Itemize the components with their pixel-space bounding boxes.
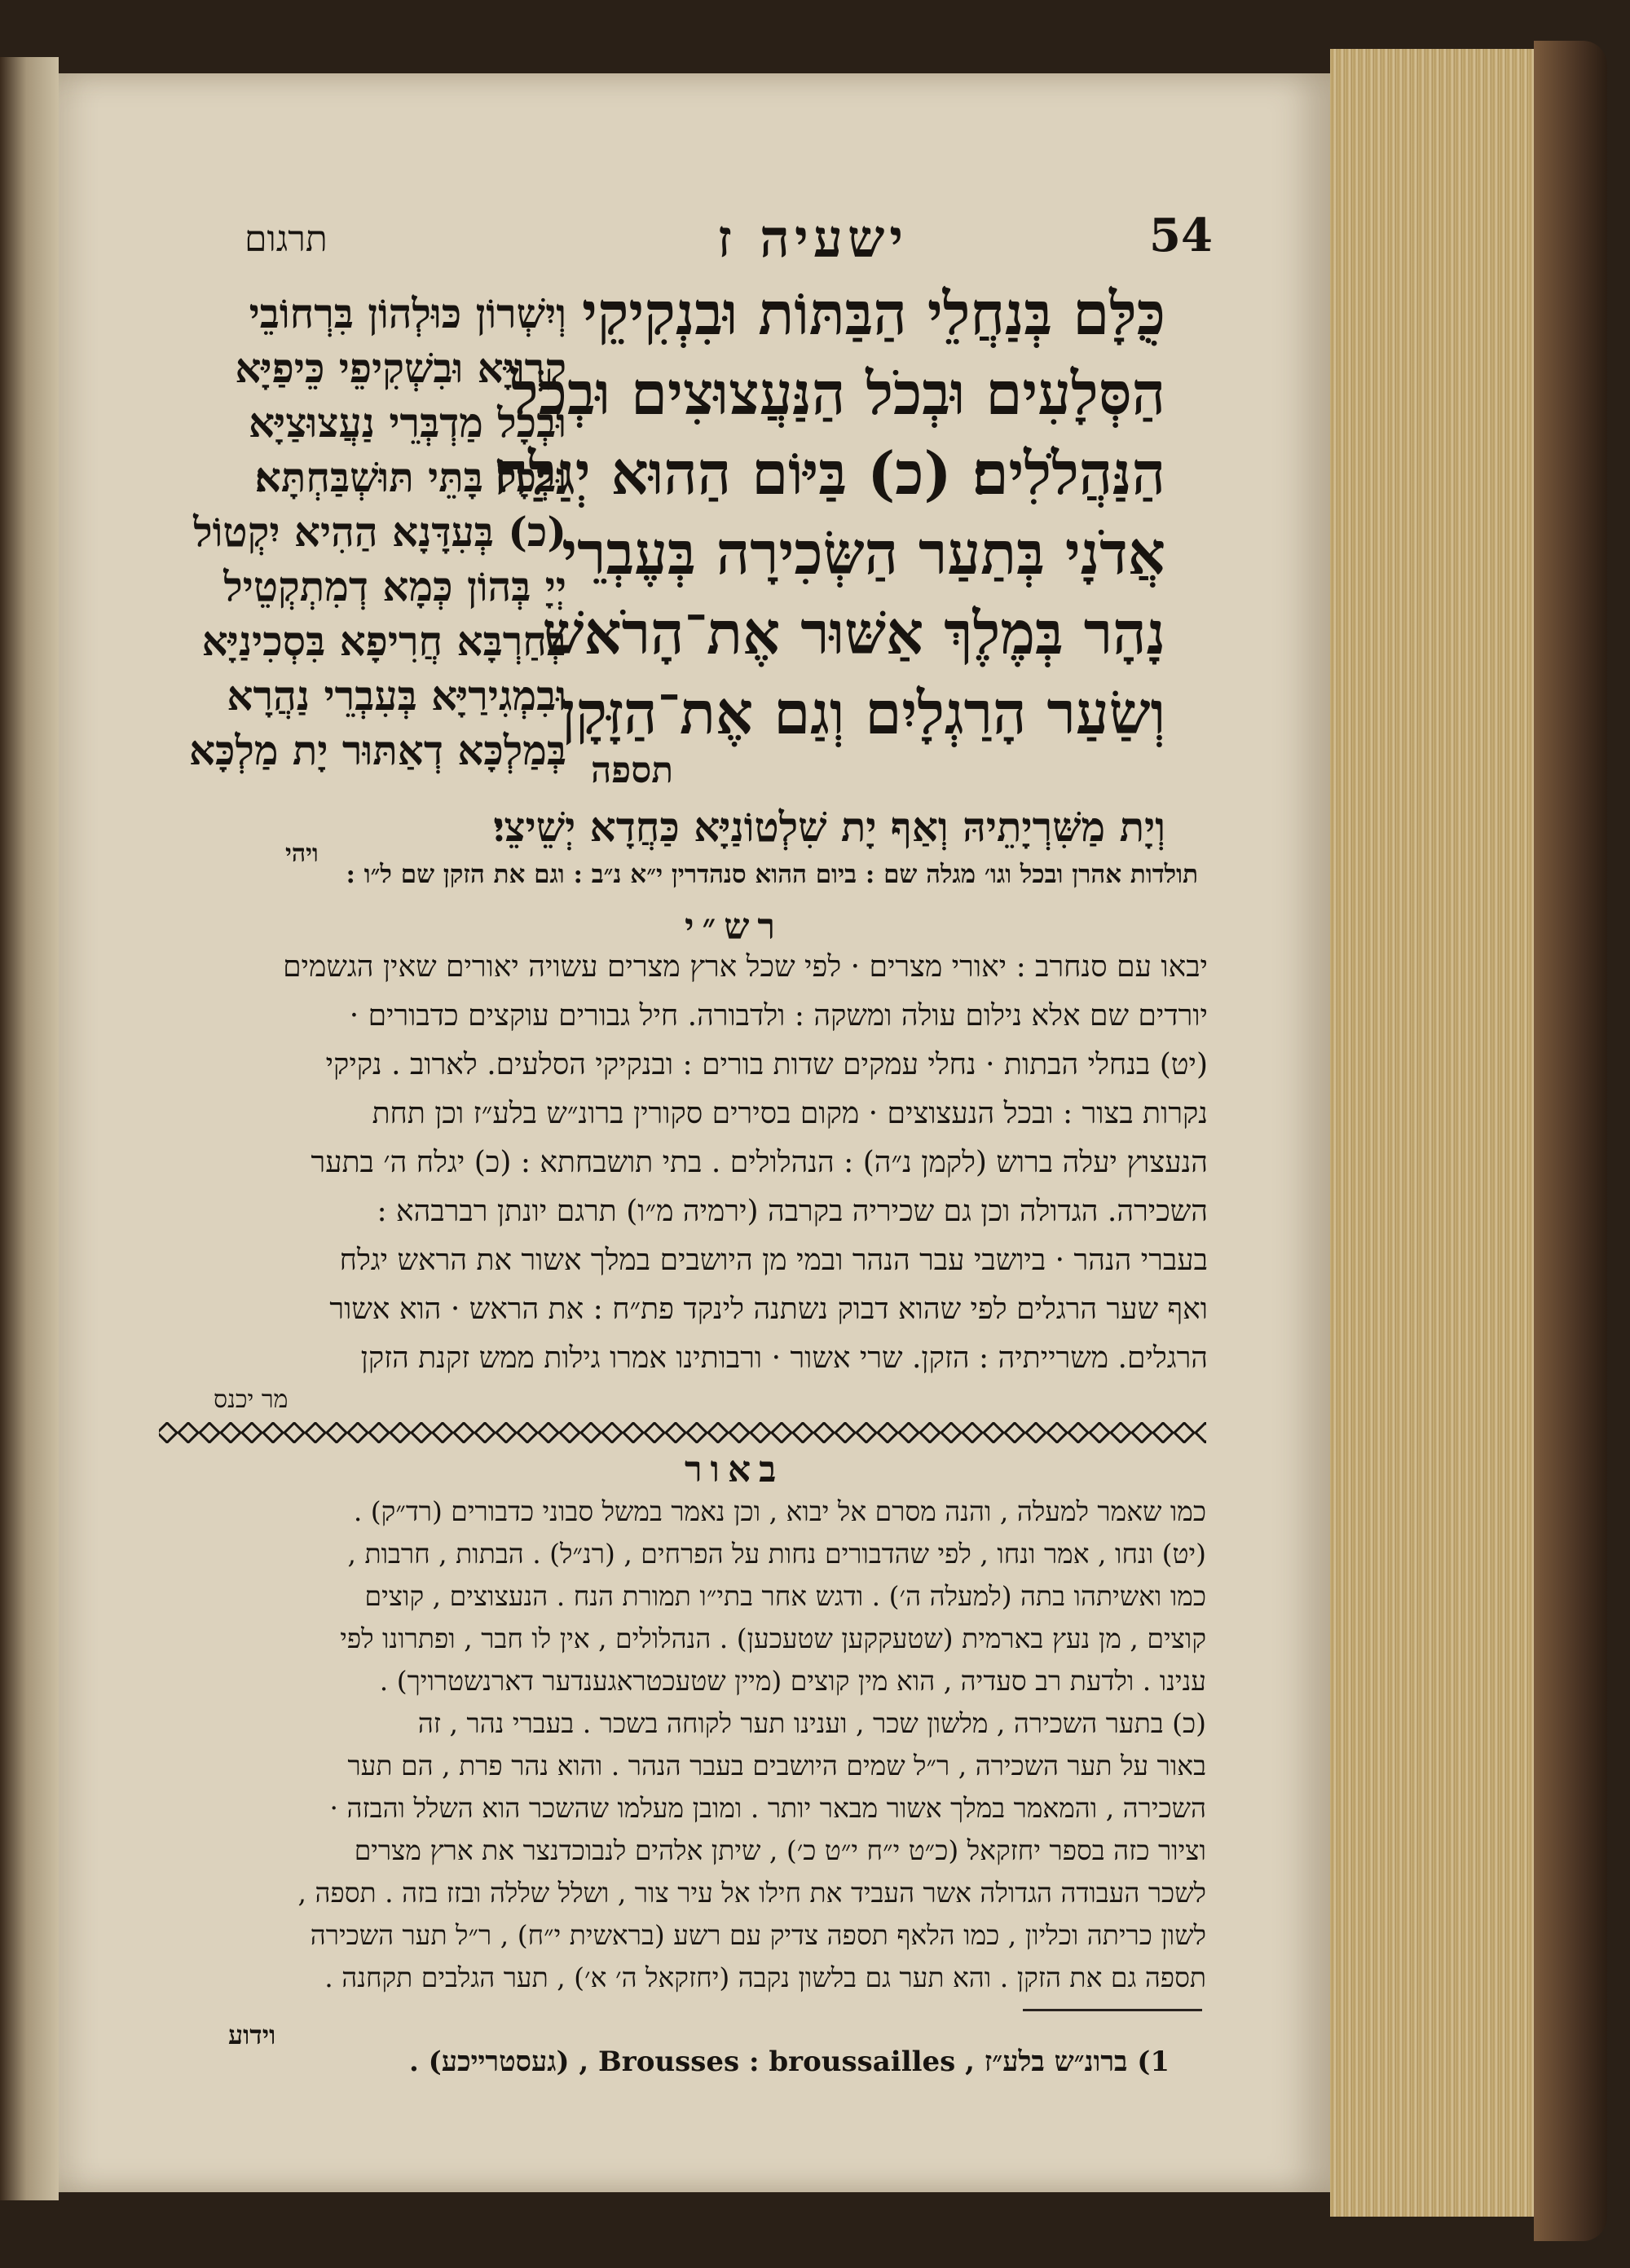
book-binding <box>1534 41 1607 2241</box>
targum-line: וּבְכָל מַדְבְּרֵי נַעֲצוּצַיָּא <box>249 399 566 447</box>
targum-line: קִרְוַיָּא וּבִשְׁקִיפֵי כֵּיפַיָּא <box>235 344 566 392</box>
divider-ornament <box>770 1422 793 1443</box>
main-text-line: הַסְּלָעִים וּבְכֹל הַנַּעֲצוּצִים וּבְכֹל <box>510 359 1165 428</box>
divider-ornament <box>1003 1422 1026 1443</box>
catchword: ויהי <box>285 839 319 868</box>
biur-line: באור על תער השכירה , ר״ל שמים היושבים בעבר הנהר . והוא נהר פרת , הם תער <box>347 1750 1206 1781</box>
divider-ornament <box>643 1422 666 1443</box>
rashi-title: רש״י <box>685 906 784 948</box>
divider-ornament <box>579 1422 602 1443</box>
footnote-rule <box>1023 2009 1202 2011</box>
divider-ornament <box>1173 1422 1196 1443</box>
divider-ornament <box>601 1422 623 1443</box>
divider-ornament <box>1130 1422 1153 1443</box>
header-targum-label: תרגום <box>244 218 328 260</box>
divider-ornament <box>685 1422 708 1443</box>
rashi-line: הרגלים. משרייתיה : הזקן. שרי אשור · ורבותינו אמרו גילות ממש זקנת הזקן <box>360 1341 1208 1375</box>
page-number: 54 <box>1149 209 1213 262</box>
divider-ornament <box>855 1422 878 1443</box>
divider-ornament <box>240 1422 263 1443</box>
cross-reference-line: תולדות אהרן ובכל וגו׳ מגלה שם : ביום ההוא סנהדרין י״א נ״ב : וגם את הזקן שם ל״ו : <box>346 860 1198 889</box>
divider-ornament <box>537 1422 560 1443</box>
biur-line: לשון כריתה וכליון , כמו הלאף תספה צדיק עם רשע (בראשית י״ח) , ר״ל תער השכירה <box>310 1919 1206 1951</box>
main-text-line: נָהָר בְּמֶלֶךְ אַשּׁוּר אֶת־הָרֹאשׁ <box>542 598 1165 667</box>
targum-line: וּבִמְגִירַיָּא בְּעִבְרֵי נַהֲרָא <box>227 672 566 720</box>
footnote: 1) ברונ״ש בלע״ז , Brousses : broussailles , (געסטרייכע) . <box>408 2046 1170 2078</box>
divider-ornament <box>558 1422 581 1443</box>
rashi-line: נקרות בצור : ובכל הנעצוצים · מקום בסירים סקורין ברונ״ש בלע״ז וכן תחת <box>372 1097 1208 1130</box>
biur-catchword: וידוע <box>228 2019 276 2050</box>
divider-ornament <box>495 1422 518 1443</box>
main-text-line: וְשַׂעַר הָרַגְלָיִם וְגַם אֶת־הַזָּקָן <box>561 678 1165 747</box>
divider-ornament <box>982 1422 1005 1443</box>
targum-line: בְּחַרְבָּא חֲרִיפָא בִּסְכִינַיָּא <box>201 617 566 665</box>
divider-ornament <box>431 1422 454 1443</box>
biur-line: (כ) בתער השכירה , מלשון שכר , וענינו תער לקוחה בשכר . בעברי נהר , זה <box>417 1707 1206 1739</box>
biur-line: וציור כזה בספר יחזקאל (כ״ט י״ח י״ט כ׳) , שיתן אלהים לנבוכדנצר את ארץ מצרים <box>354 1834 1206 1866</box>
targum-line: וּבְכָל בָּתֵּי תּוּשְׁבַּחְתָּא׃ <box>254 453 566 501</box>
rashi-line: (יט) בנחלי הבתות · נחלי עמקים שדות בורים : ובנקיקי הסלעים. לארוב . נקיקי <box>325 1048 1208 1081</box>
targum-line: (כ) בְּעִדָּנָא הַהִיא יִקְטוֹל <box>193 508 566 556</box>
biur-title: באור <box>685 1449 785 1491</box>
divider-ornament <box>1109 1422 1132 1443</box>
divider-ornament <box>876 1422 899 1443</box>
divider-ornament <box>1024 1422 1047 1443</box>
divider-ornament <box>159 1422 178 1443</box>
header-book-chapter: ישעיה ז <box>717 209 909 270</box>
rashi-line: יורדים שם אלא נילום עולה ומשקה : ולדבורה. חיל גבורים עוקצים כדבורים · <box>349 999 1208 1033</box>
biur-line: תספה גם את הזקן . והא תער גם בלשון נקבה (יחזקאל ה׳ א׳) , תער הגלבים תקחנה . <box>324 1962 1206 1993</box>
divider-ornament <box>919 1422 941 1443</box>
divider-ornament <box>791 1422 814 1443</box>
rashi-line: הנעצוץ יעלה ברוש (לקמן נ״ה) : הנהלולים . בתי תושבחתא : (כ) יגלח ה׳ בתער <box>311 1146 1208 1179</box>
facing-page-edge <box>0 57 59 2200</box>
divider-ornament <box>262 1422 284 1443</box>
divider-ornament <box>813 1422 835 1443</box>
divider-ornament <box>452 1422 475 1443</box>
biur-line: כמו שאמר למעלה , והנה מסרם אל יבוא , וכן נאמר במשל סבוני כדבורים (רד״ק) . <box>353 1495 1206 1527</box>
divider-ornament <box>283 1422 306 1443</box>
divider-ornament <box>622 1422 645 1443</box>
divider-ornament <box>834 1422 857 1443</box>
ornamental-divider <box>159 1422 1206 1443</box>
page-edges <box>1330 49 1534 2217</box>
biur-line: (יט) ונחו , אמר ונחו , לפי שהדבורים נחות על הפרחים , (רנ״ל) . הבתות , חרבות , <box>347 1538 1206 1570</box>
divider-ornament <box>961 1422 984 1443</box>
targum-line: בְּמַלְכָּא דְאַתּוּר יָת מַלְכָּא <box>188 726 566 774</box>
tosefta-label: תספה <box>591 750 674 791</box>
divider-ornament <box>346 1422 369 1443</box>
divider-ornament <box>1088 1422 1111 1443</box>
biur-line: לשכר העבודה הגדולה אשר העביד את חילו אל עיר צור , ושלל שללה ובזז בזה . תספה , <box>297 1877 1206 1909</box>
main-text-line: אֲדֹנָי בְּתַעַר הַשְּׂכִירָה בְּעֶבְרֵי <box>562 518 1165 588</box>
rashi-catchword: מר יכנס <box>214 1385 289 1414</box>
divider-ornament <box>1067 1422 1090 1443</box>
main-text-line: הַנַּהֲלֹלִים׃ (כ) בַּיּוֹם הַהוּא יְגַלַּח <box>493 438 1165 508</box>
rashi-line: בעברי הנהר · ביושבי עבר הנהר ובמי מן היושבים במלך אשור את הראש יגלח <box>339 1244 1208 1277</box>
biur-line: קוצים , מן נעץ בארמית (שטעקקען שטעכען) . הנהלולים , אין לו חבר , ופתרונו לפי <box>340 1623 1206 1654</box>
rashi-line: יבאו עם סנחרב : יאורי מצרים · לפי שכל ארץ מצרים עשויה יאורים שאין הגשמים <box>283 950 1208 984</box>
divider-ornament <box>368 1422 390 1443</box>
divider-ornament <box>516 1422 539 1443</box>
main-text-line: כֻּלָּם בְּנַחֲלֵי הַבַּתּוֹת וּבִנְקִיקֵי <box>582 279 1165 348</box>
divider-ornament <box>325 1422 348 1443</box>
divider-ornament <box>728 1422 751 1443</box>
divider-ornament <box>474 1422 496 1443</box>
biur-line: השכירה , והמאמר במלך אשור מבאר יותר . ומובן מעלמו שהשכר הוא השלל והבזה · <box>329 1792 1206 1824</box>
divider-ornament <box>177 1422 200 1443</box>
divider-ornament <box>1152 1422 1174 1443</box>
divider-ornament <box>707 1422 729 1443</box>
divider-ornament <box>410 1422 433 1443</box>
divider-ornament <box>389 1422 412 1443</box>
divider-ornament <box>219 1422 242 1443</box>
divider-ornament <box>897 1422 920 1443</box>
biur-line: כמו ואשיתהו בתה (למעלה ה׳) . ודגש אחר בתי״ו תמורת הנח . הנעצוצים , קוצים <box>364 1580 1206 1612</box>
divider-ornament <box>198 1422 221 1443</box>
targum-line: יְיָ בְּהוֹן כְּמָא דְמִתְקְטֵיל <box>223 562 566 610</box>
divider-ornament <box>664 1422 687 1443</box>
divider-ornament <box>1194 1422 1206 1443</box>
rashi-line: ואף שער הרגלים לפי שהוא דבוק נשתנה לינקד פת״ח : את הראש · הוא אשור <box>329 1293 1208 1326</box>
divider-ornament <box>1046 1422 1068 1443</box>
divider-ornament <box>304 1422 327 1443</box>
divider-ornament <box>749 1422 772 1443</box>
biur-line: ענינו . ולדעת רב סעדיה , הוא מין קוצים (מיין שטעכטראגענדער דארנשטרויך) . <box>379 1665 1206 1697</box>
targum-line: וְיִשְׁרוֹן כּוּלְהוֹן בִּרְחוֹבֵי <box>249 289 566 337</box>
rashi-line: השכירה. הגדולה וכן גם שכיריה בקרבה (ירמיה מ״ו) תרגם יונתן רברבהא : <box>377 1195 1208 1228</box>
tosefta-line: וְיָת מַשִּׁרְיָתֵיהּ וְאַף יָת שִׁלְטוֹנַיָּא כַּחֲדָא יְשֵׁיצֵי׃ <box>493 803 1165 851</box>
divider-ornament <box>940 1422 963 1443</box>
